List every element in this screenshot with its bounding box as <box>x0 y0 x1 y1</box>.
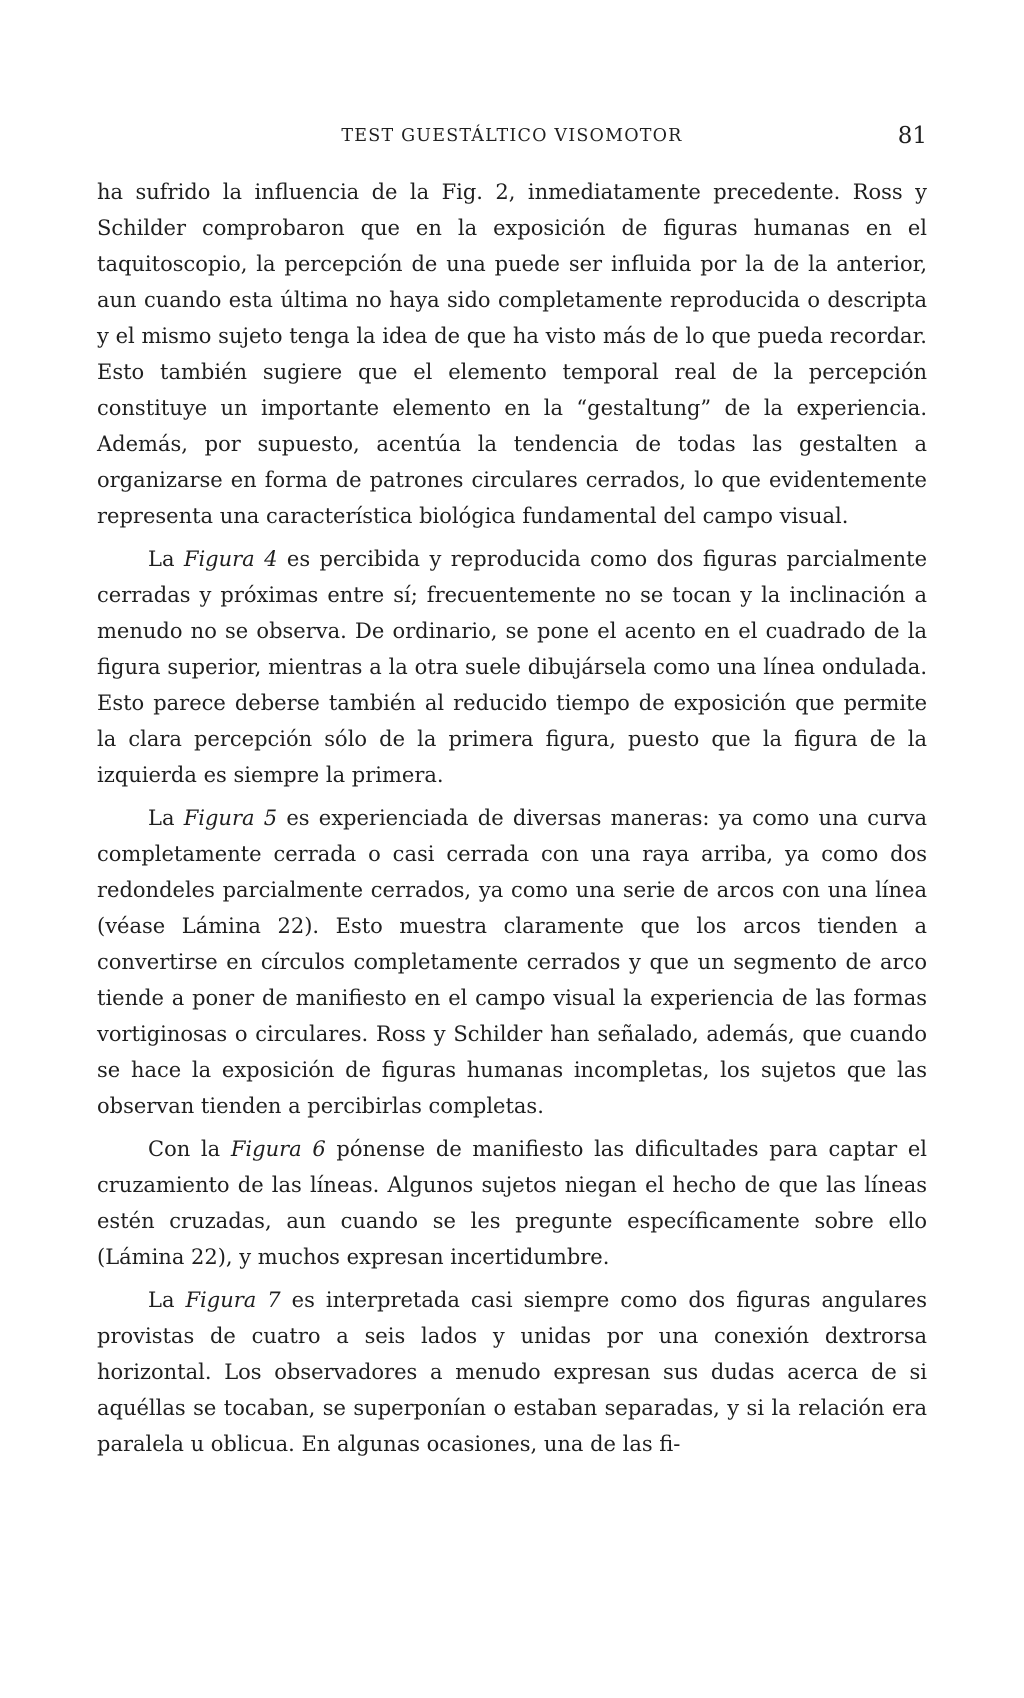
figure-4-reference: Figura 4 <box>183 547 278 571</box>
running-head <box>97 118 927 154</box>
paragraph-5-text: es interpretada casi siempre como dos figuras angulares provistas de cuatro a seis lados y unidas por una conexión dextrorsa horizontal. Los observadores a menudo expresan sus dudas acerca de si aquéllas se tocaban, se superponían o estaban separadas, y si la relación era paralela u oblicua. En algunas ocasiones, una de las fi- <box>97 1288 927 1456</box>
paragraph-3-lead: La <box>148 806 184 830</box>
body-text <box>97 174 927 1469</box>
paragraph-3 <box>97 800 927 1124</box>
paragraph-3-text: es experienciada de diversas maneras: ya como una curva completamente cerrada o casi cerrada con una raya arriba, ya como dos redondeles parcialmente cerrados, ya como una serie de arcos con una línea (véase Lámina 22). Esto muestra claramente que los arcos tienden a convertirse en círculos completamente cerrados y que un segmento de arco tiende a poner de manifiesto en el campo visual la experiencia de las formas vortiginosas o circulares. Ross y Schilder han señalado, además, que cuando se hace la exposición de figuras humanas incompletas, los sujetos que las observan tienden a percibirlas completas. <box>97 806 928 1118</box>
figure-6-reference: Figura 6 <box>230 1137 326 1161</box>
paragraph-4-text: pónense de manifiesto las dificultades para captar el cruzamiento de las líneas. Algunos sujetos niegan el hecho de que las líneas estén cruzadas, aun cuando se les pregunte específicamente sobre ello (Lámina 22), y muchos expresan incertidumbre. <box>97 1137 928 1269</box>
paragraph-2-text: es percibida y reproducida como dos figuras parcialmente cerradas y próximas entre sí; frecuentemente no se tocan y la inclinación a menudo no se observa. De ordinario, se pone el acento en el cuadrado de la figura superior, mientras a la otra suele dibujársela como una línea ondulada. Esto parece deberse también al reducido tiempo de exposición que permite la clara percepción sólo de la primera figura, puesto que la figura de la izquierda es siempre la primera. <box>97 547 927 787</box>
paragraph-5 <box>97 1282 927 1462</box>
paragraph-5-lead: La <box>148 1288 186 1312</box>
paragraph-2 <box>97 541 927 793</box>
paragraph-4-lead: Con la <box>148 1137 231 1161</box>
running-title: TEST GUESTÁLTICO VISOMOTOR <box>341 126 683 146</box>
paragraph-4 <box>97 1131 927 1275</box>
paragraph-1-text: ha sufrido la influencia de la Fig. 2, inmediatamente precedente. Ross y Schilder comprobaron que en la exposición de figuras humanas en el taquitoscopio, la percepción de una puede ser influida por la de la anterior, aun cuando esta última no haya sido completamente reproducida o descripta y el mismo sujeto tenga la idea de que ha visto más de lo que pueda recordar. Esto también sugiere que el elemento temporal real de la percepción constituye un importante elemento en la “gestaltung” de la experiencia. Además, por supuesto, acentúa la tendencia de todas las gestalten a organizarse en forma de patrones circulares cerrados, lo que evidentemente representa una característica biológica fundamental del campo visual. <box>97 180 927 528</box>
figure-7-reference: Figura 7 <box>185 1288 281 1312</box>
page-number: 81 <box>897 123 927 149</box>
paragraph-1 <box>97 174 927 534</box>
figure-5-reference: Figura 5 <box>183 806 278 830</box>
paragraph-2-lead: La <box>148 547 184 571</box>
